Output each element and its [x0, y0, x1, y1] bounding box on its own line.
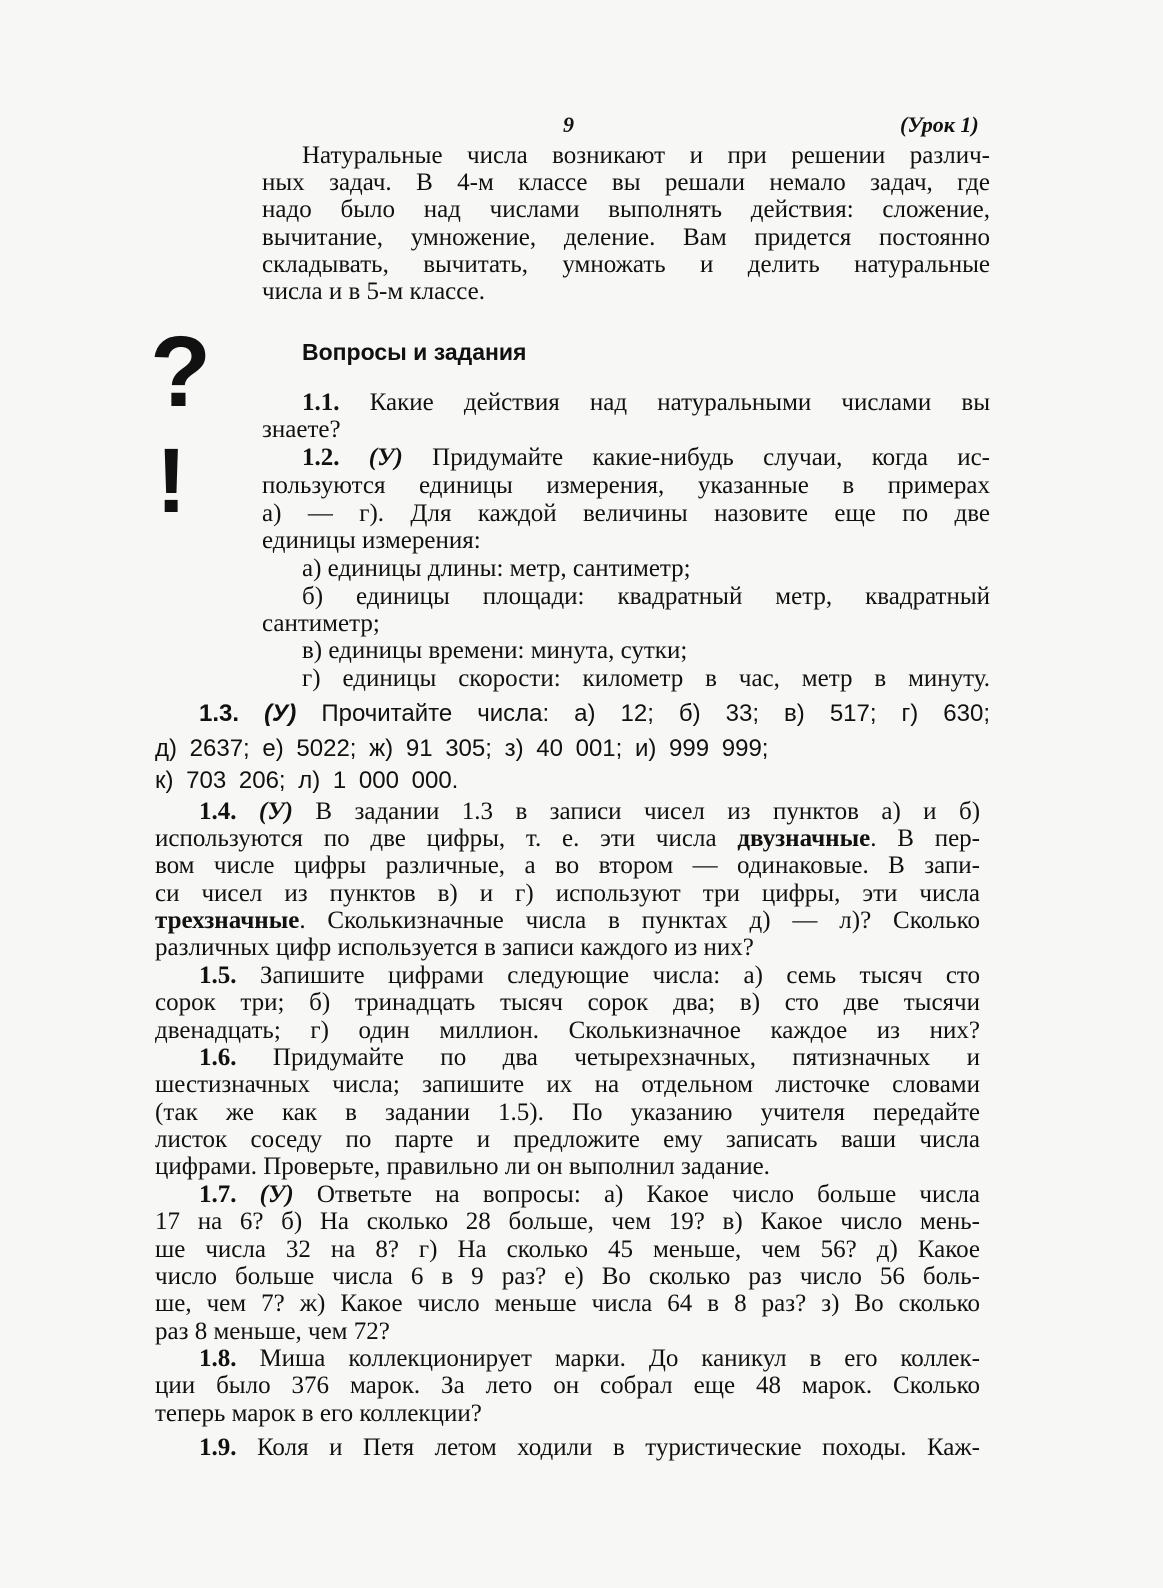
task-number: 1.9. [199, 1434, 237, 1461]
page-number: 9 [563, 112, 574, 137]
task-1-6-line-2: шестизначных числа; запишите их на отдельном листочке словами [155, 1071, 980, 1098]
task-text: Миша коллекционирует марки. До каникул в его коллек- [259, 1345, 980, 1372]
task-number: 1.4. [199, 798, 237, 825]
task-1-4-line-6: различных цифр используется в записи каждого из них? [155, 934, 754, 961]
task-text: Коля и Петя летом ходили в туристические походы. Каж- [257, 1434, 981, 1461]
task-number: 1.1. [302, 389, 340, 416]
task-1-2-item-b-2: сантиметр; [262, 610, 380, 637]
term-two-digit: двузначные [737, 825, 871, 852]
task-tag: (У) [258, 798, 293, 825]
task-1-8-line-3: теперь марок в его коллекции? [155, 1400, 482, 1427]
task-1-2-item-c: в) единицы времени: минута, сутки; [302, 637, 688, 664]
task-1-3-line-2: д) 2637; е) 5022; ж) 91 305; з) 40 001; и) 999 999; [155, 735, 769, 762]
task-number: 1.5. [199, 962, 237, 989]
task-tag: (У) [264, 700, 297, 727]
task-1-5-line-1 [199, 962, 980, 990]
intro-line-1: Натуральные числа возникают и при решении различ- [302, 142, 990, 169]
task-1-2-item-b-1: б) единицы площади: квадратный метр, квадратный [302, 583, 990, 610]
task-1-7-line-2: 17 на 6? б) На сколько 28 больше, чем 19? в) Какое число мень- [155, 1208, 980, 1235]
task-1-4-line-2: используются по две цифры, т. е. эти числа двузначные. В пер- [155, 825, 980, 852]
task-1-5-line-3: двенадцать; г) один миллион. Сколькизначное каждое из них? [155, 1017, 980, 1044]
task-number: 1.3. [199, 700, 240, 727]
task-1-4-line-4: си чисел из пунктов в) и г) используют три цифры, эти числа [155, 880, 980, 907]
task-1-2-item-d: г) единицы скорости: километр в час, метр в минуту. [302, 665, 990, 692]
task-1-2-line-4: единицы измерения: [262, 527, 481, 554]
intro-line-5: складывать, вычитать, умножать и делить натуральные [262, 251, 990, 278]
task-1-7-line-6: раз 8 меньше, чем 72? [155, 1318, 390, 1345]
task-1-4-line-1 [199, 798, 980, 826]
section-title: Вопросы и задания [302, 339, 527, 365]
task-tag: (У) [259, 1181, 294, 1208]
task-1-7-line-1 [199, 1181, 980, 1209]
task-1-8-line-1 [199, 1345, 980, 1373]
task-text: Придумайте какие-нибудь случаи, когда ис- [432, 444, 991, 471]
task-number: 1.2. [302, 444, 340, 471]
task-1-6-line-3: (так же как в задании 1.5). По указанию учителя передайте [155, 1099, 980, 1126]
task-1-9-line-1 [199, 1434, 980, 1462]
intro-line-6: числа и в 5-м классе. [262, 278, 486, 305]
task-text: Ответьте на вопросы: а) Какое число больше числа [316, 1181, 981, 1208]
task-1-4-line-3: вом числе цифры различные, а во втором — одинаковые. В запи- [155, 852, 980, 879]
intro-line-2: ных задач. В 4-м классе вы решали немало задач, где [262, 169, 990, 196]
task-1-6-line-4: листок соседу по парте и предложите ему записать ваши числа [155, 1126, 980, 1153]
task-tag: (У) [368, 444, 403, 471]
task-1-2-item-a: а) единицы длины: метр, сантиметр; [302, 555, 691, 582]
task-text: Какие действия над натуральными числами вы [369, 389, 990, 416]
task-text: Прочитайте числа: а) 12; б) 33; в) 517; г) 630; [321, 700, 991, 727]
lesson-label: (Урок 1) [900, 112, 979, 137]
task-1-6-line-5: цифрами. Проверьте, правильно ли он выполнил задание. [155, 1153, 770, 1180]
task-1-1-line-2: знаете? [262, 416, 341, 443]
task-1-3-line-1 [199, 700, 990, 728]
exclamation-mark-icon: ! [156, 430, 187, 532]
task-number: 1.8. [199, 1345, 237, 1372]
task-1-7-line-5: ше, чем 7? ж) Какое число меньше числа 64 в 8 раз? з) Во сколько [155, 1290, 980, 1317]
task-1-7-line-3: ше числа 32 на 8? г) На сколько 45 меньше, чем 56? д) Какое [155, 1236, 980, 1263]
intro-line-4: вычитание, умножение, деление. Вам придется постоянно [262, 224, 990, 251]
task-number: 1.6. [199, 1044, 237, 1071]
task-1-2-line-1 [302, 444, 990, 472]
question-mark-icon: ? [150, 316, 212, 428]
task-1-5-line-2: сорок три; б) тринадцать тысяч сорок два; в) сто две тысячи [155, 989, 980, 1016]
task-1-7-line-4: число больше числа 6 в 9 раз? е) Во сколько раз число 56 боль- [155, 1263, 980, 1290]
task-text: Запишите цифрами следующие числа: а) семь тысяч сто [259, 962, 981, 989]
term-three-digit: трехзначные [155, 907, 300, 934]
task-1-8-line-2: ции было 376 марок. За лето он собрал еще 48 марок. Сколько [155, 1372, 980, 1399]
task-number: 1.7. [199, 1181, 237, 1208]
task-1-2-line-3: а) — г). Для каждой величины назовите еще по две [262, 500, 990, 527]
task-1-6-line-1 [199, 1044, 980, 1072]
intro-line-3: надо было над числами выполнять действия: сложение, [262, 196, 990, 223]
task-text: Придумайте по два четырехзначных, пятизначных и [272, 1044, 980, 1071]
task-text: В задании 1.3 в записи чисел из пунктов а) и б) [315, 798, 981, 825]
task-1-2-line-2: пользуются единицы измерения, указанные в примерах [262, 472, 990, 499]
task-1-1-line-1 [302, 389, 990, 417]
task-1-4-line-5: трехзначные. Сколькизначные числа в пунктах д) — л)? Сколько [155, 907, 980, 934]
task-1-3-line-3: к) 703 206; л) 1 000 000. [155, 767, 459, 794]
